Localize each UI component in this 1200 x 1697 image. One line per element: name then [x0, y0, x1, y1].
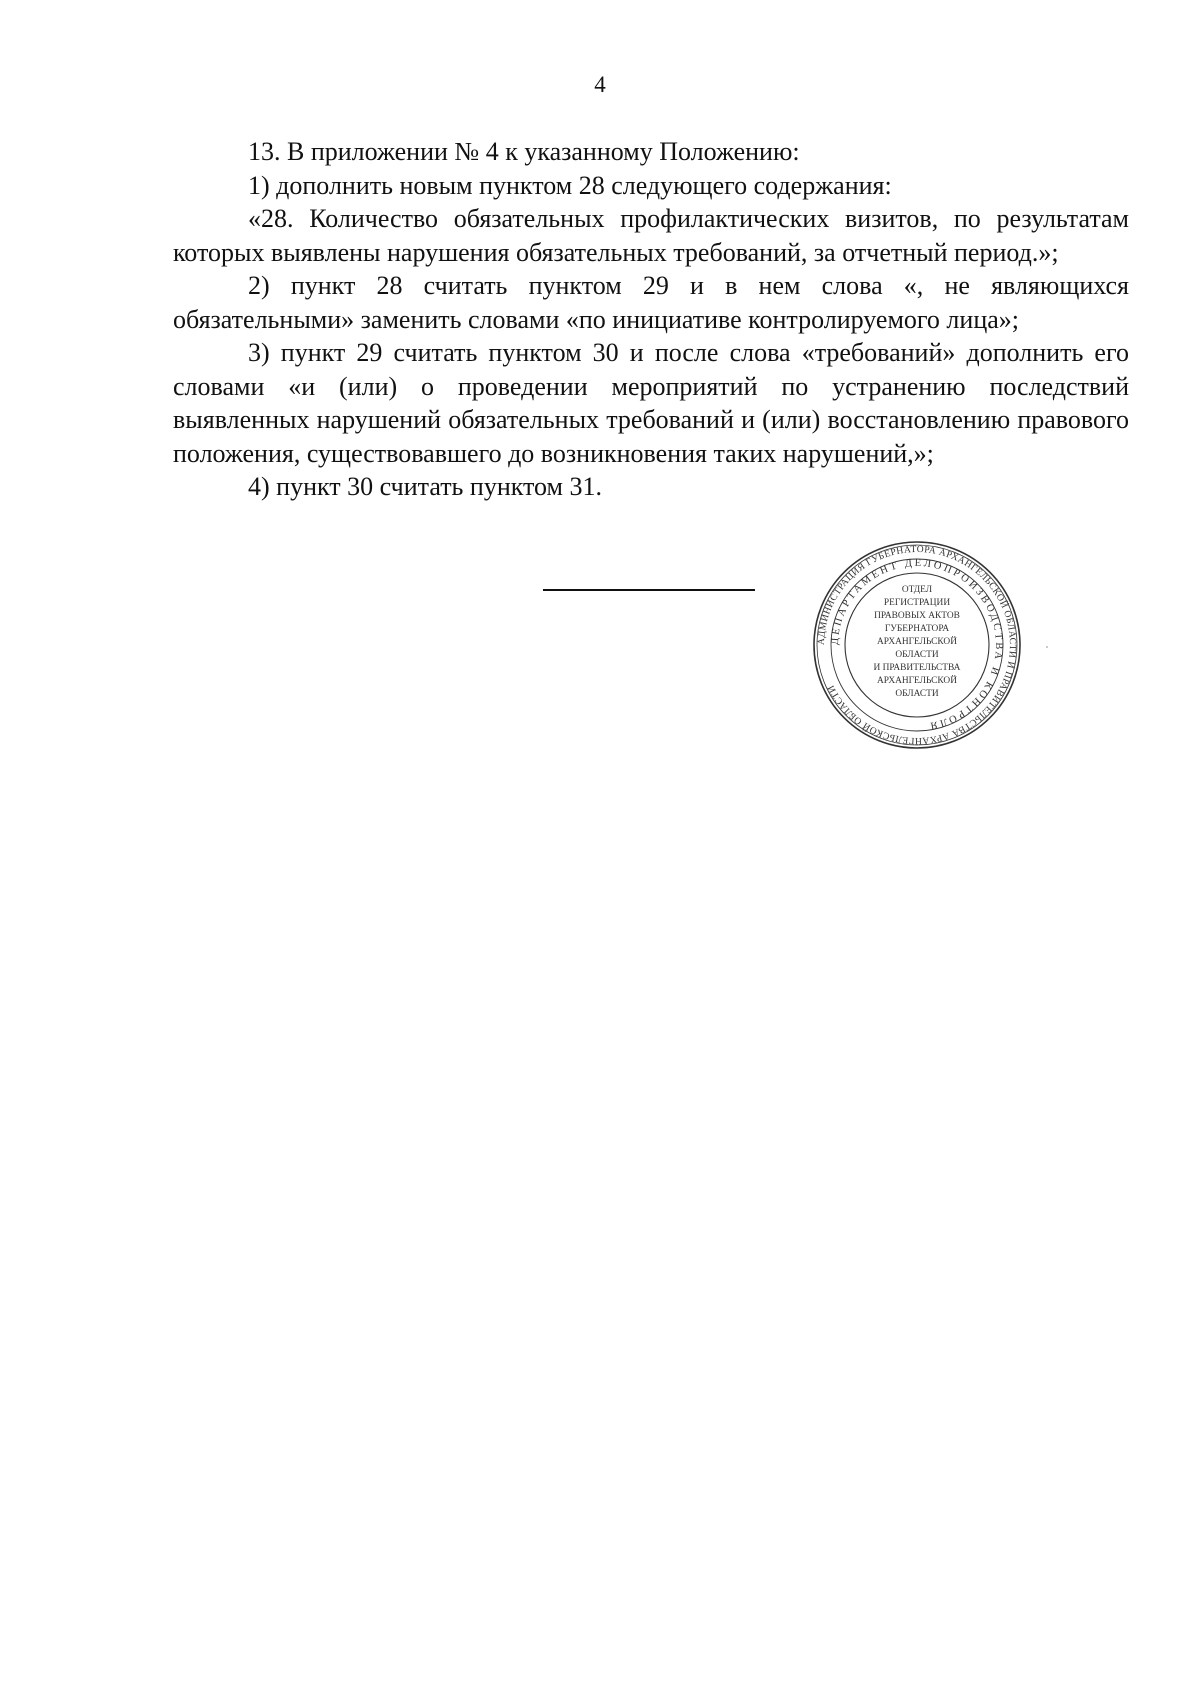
seal-center-line: ОБЛАСТИ: [895, 689, 939, 699]
seal-center-line: РЕГИСТРАЦИИ: [883, 598, 951, 608]
paragraph-quote-28: «28. Количество обязательных профилактических визитов, по результатам которых выявлены нарушения обязательных требований, за отчетный период.»;: [173, 204, 1129, 267]
seal-center-line: АРХАНГЕЛЬСКОЙ: [877, 637, 957, 647]
closing-separator-line: [543, 589, 755, 591]
scan-speck: [1046, 646, 1048, 648]
paragraph-subitem-1: 1) дополнить новым пунктом 28 следующего содержания:: [248, 170, 892, 200]
seal-center-line: ГУБЕРНАТОРА: [884, 624, 950, 634]
seal-center-line: И ПРАВИТЕЛЬСТВА: [873, 663, 961, 673]
document-body: [173, 135, 1129, 504]
paragraph-subitem-3: 3) пункт 29 считать пунктом 30 и после слова «требований» дополнить его словами «и (или) о проведении мероприятий по устранению последствий выявленных нарушений обязательных требований и (или) восстановлению правового положения, существовавшего до возникновения таких нарушений,»;: [173, 338, 1129, 468]
seal-center-text: [874, 585, 961, 699]
paragraph-subitem-4: 4) пункт 30 считать пунктом 31.: [248, 472, 603, 501]
official-seal-stamp: [812, 540, 1022, 750]
seal-graphic: [812, 540, 1022, 750]
seal-outer-ring-text: АДМИНИСТРАЦИЯ ГУБЕРНАТОРА АРХАНГЕЛЬСКОЙ ОБЛАСТИ И ПРАВИТЕЛЬСТВА АРХАНГЕЛЬСКОЙ ОБЛАСТИ: [815, 543, 1019, 747]
seal-center-line: АРХАНГЕЛЬСКОЙ: [877, 676, 957, 686]
page-number: 4: [594, 72, 606, 97]
seal-inner-ring-text: ДЕПАРТАМЕНТ ДЕЛОПРОИЗВОДСТВА И КОНТРОЛЯ: [829, 557, 1005, 732]
seal-center-line: ПРАВОВЫХ АКТОВ: [874, 611, 960, 621]
paragraph-subitem-2: 2) пункт 28 считать пунктом 29 и в нем слова «, не являющихся обязательными» заменить словами «по инициативе контролируемого лица»;: [173, 271, 1129, 334]
seal-center-line: ОБЛАСТИ: [895, 650, 939, 660]
seal-center-line: ОТДЕЛ: [901, 585, 933, 595]
paragraph-item-13: 13. В приложении № 4 к указанному Положению:: [248, 137, 800, 166]
